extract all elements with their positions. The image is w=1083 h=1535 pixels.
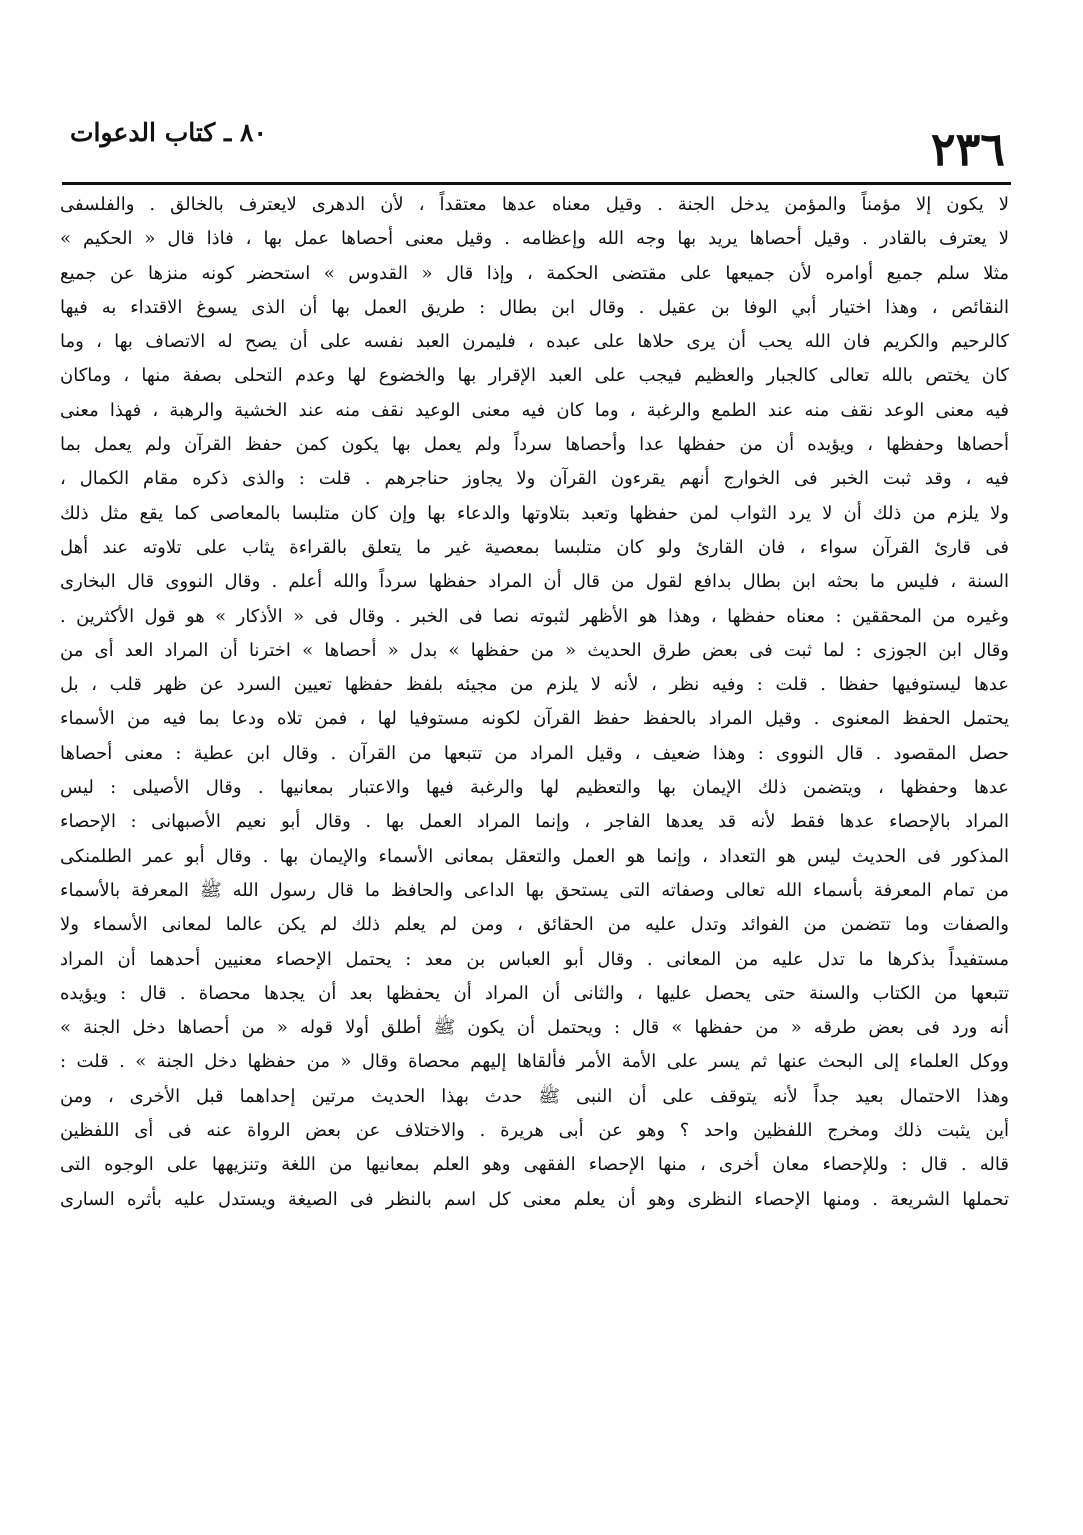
header-rule <box>62 182 1011 185</box>
text-line: عدها ليستوفيها حفظا . قلت : وفيه نظر ، لأنه لا يلزم من مجيئه بلفظ حفظها تعيين السرد عن ظهر قلب ، بل <box>60 674 1009 696</box>
text-line: فى قارئ القرآن سواء ، فان القارئ ولو كان متلبسا بمعصية غير ما يتعلق بالقراءة يثاب على تلاوته عند أهل <box>60 536 1009 558</box>
text-line: كالرحيم والكريم فان الله يحب أن يرى حلاها على عبده ، فليمرن العبد نفسه على أن يصح له الاتصاف بها ، وما <box>60 331 1009 353</box>
text-line: وغيره من المحققين : معناه حفظها ، وهذا هو الأظهر لثبوته نصا فى الخبر . وقال فى « الأذكار » هو قول الأكثرين . <box>60 605 1009 627</box>
text-line: تحملها الشريعة . ومنها الإحصاء النظرى وهو أن يعلم معنى كل اسم بالنظر فى الصيغة ويستدل عليه بأثره السارى <box>60 1188 1009 1210</box>
text-line: والصفات وما تتضمن من الفوائد وتدل عليه من الحقائق ، ومن لم يعلم ذلك لم يكن عالما لمعانى الأسماء ولا <box>60 914 1009 936</box>
text-line: لا يكون إلا مؤمناً والمؤمن يدخل الجنة . وقيل معناه عدها معتقداً ، لأن الدهرى لايعترف بالخالق . والفلسفى <box>60 194 1009 215</box>
text-line: أحصاها وحفظها ، ويؤيده أن من حفظها عدا وأحصاها سرداً ولم يعمل بها يكون كمن حفظ القرآن ولم يعمل بما <box>60 434 1009 456</box>
text-line: فيه ، وقد ثبت الخبر فى الخوارج أنهم يقرءون القرآن ولا يجاوز حناجرهم . قلت : والذى ذكره مقام الكمال ، <box>60 468 1009 490</box>
text-line: ووكل العلماء إلى البحث عنها ثم يسر على الأمة الأمر فألقاها إليهم محصاة وقال « من حفظها دخل الجنة » . قلت : <box>60 1051 1009 1073</box>
text-line: من تمام المعرفة بأسماء الله تعالى وصفاته التى يستحق بها الداعى والحافظ ما قال رسول الله ﷺ المعرفة بالأسماء <box>60 879 1009 901</box>
text-line: تتبعها من الكتاب والسنة حتى يحصل عليها ، والثانى أن المراد أن يحفظها بعد أن يجدها محصاة . قال : ويؤيده <box>60 982 1009 1004</box>
page-header <box>62 104 1005 184</box>
running-title: ٨٠ ـ كتاب الدعوات <box>70 118 267 147</box>
text-line: أنه ورد فى بعض طرقه « من حفظها » قال : ويحتمل أن يكون ﷺ أطلق أولا قوله « من أحصاها دخل الجنة » <box>60 1017 1009 1039</box>
text-line: عدها وحفظها ، ويتضمن ذلك الإيمان بها والتعظيم لها والرغبة فيها والاعتبار بمعانيها . وقال الأصيلى : ليس <box>60 777 1009 799</box>
page-number: ٢٣٦ <box>930 122 1005 176</box>
text-line: فيه معنى الوعد نقف منه عند الطمع والرغبة ، وما كان فيه معنى الوعيد نقف منه عند الخشية والرهبة ، فهذا معنى <box>60 399 1009 421</box>
text-line: أين يثبت ذلك ومخرج اللفظين واحد ؟ وهو عن أبى هريرة . والاختلاف عن بعض الرواة عنه فى أى اللفظين <box>60 1120 1009 1142</box>
text-line: ولا يلزم من ذلك أن لا يرد الثواب لمن حفظها وتعبد بتلاوتها والدعاء بها وإن كان متلبسا بالمعاصى كما يقع مثل ذلك <box>60 502 1009 524</box>
text-line: يحتمل الحفظ المعنوى . وقيل المراد بالحفظ حفظ القرآن لكونه مستوفيا لها ، فمن تلاه ودعا بما فيه من الأسماء <box>60 708 1009 730</box>
text-line: وقال ابن الجوزى : لما ثبت فى بعض طرق الحديث « من حفظها » بدل « أحصاها » اخترنا أن المراد العد أى من <box>60 639 1009 661</box>
text-line: مثلا سلم جميع أوامره لأن جميعها على مقتضى الحكمة ، وإذا قال « القدوس » استحضر كونه منزها عن جميع <box>60 262 1009 284</box>
text-line: مستفيداً بذكرها ما تدل عليه من المعانى . وقال أبو العباس بن معد : يحتمل الإحصاء معنيين أحدهما أن المراد <box>60 948 1009 970</box>
text-line: السنة ، فليس ما بحثه ابن بطال بدافع لقول من قال أن المراد حفظها سرداً والله أعلم . وقال النووى قال البخارى <box>60 571 1009 593</box>
text-line: وهذا الاحتمال بعيد جداً لأنه يتوقف على أن النبى ﷺ حدث بهذا الحديث مرتين إحداهما قبل الأخرى ، ومن <box>60 1085 1009 1107</box>
text-line: المراد بالإحصاء عدها فقط لأنه قد يعدها الفاجر ، وإنما المراد العمل بها . وقال أبو نعيم الأصبهانى : الإحصاء <box>60 811 1009 833</box>
body-text <box>60 188 1009 1217</box>
text-line: كان يختص بالله تعالى كالجبار والعظيم فيجب على العبد الإقرار بها والخضوع لها وعدم التحلى بصفة منها ، وماكان <box>60 365 1009 387</box>
text-line: المذكور فى الحديث ليس هو التعداد ، وإنما هو العمل والتعقل بمعانى الأسماء والإيمان بها . وقال أبو عمر الطلمنكى <box>60 845 1009 867</box>
text-line: النقائص ، وهذا اختيار أبي الوفا بن عقيل . وقال ابن بطال : طريق العمل بها أن الذى يسوغ الاقتداء به فيها <box>60 296 1009 318</box>
text-line: قاله . قال : وللإحصاء معان أخرى ، منها الإحصاء الفقهى وهو العلم بمعانيها من اللغة وتنزيهها على الوجوه التى <box>60 1154 1009 1176</box>
text-line: حصل المقصود . قال النووى : وهذا ضعيف ، وقيل المراد من تتبعها من القرآن . وقال ابن عطية : معنى أحصاها <box>60 742 1009 764</box>
text-line: لا يعترف بالقادر . وقيل أحصاها يريد بها وجه الله وإعظامه . وقيل معنى أحصاها عمل بها ، فاذا قال « الحكيم » <box>60 228 1009 250</box>
